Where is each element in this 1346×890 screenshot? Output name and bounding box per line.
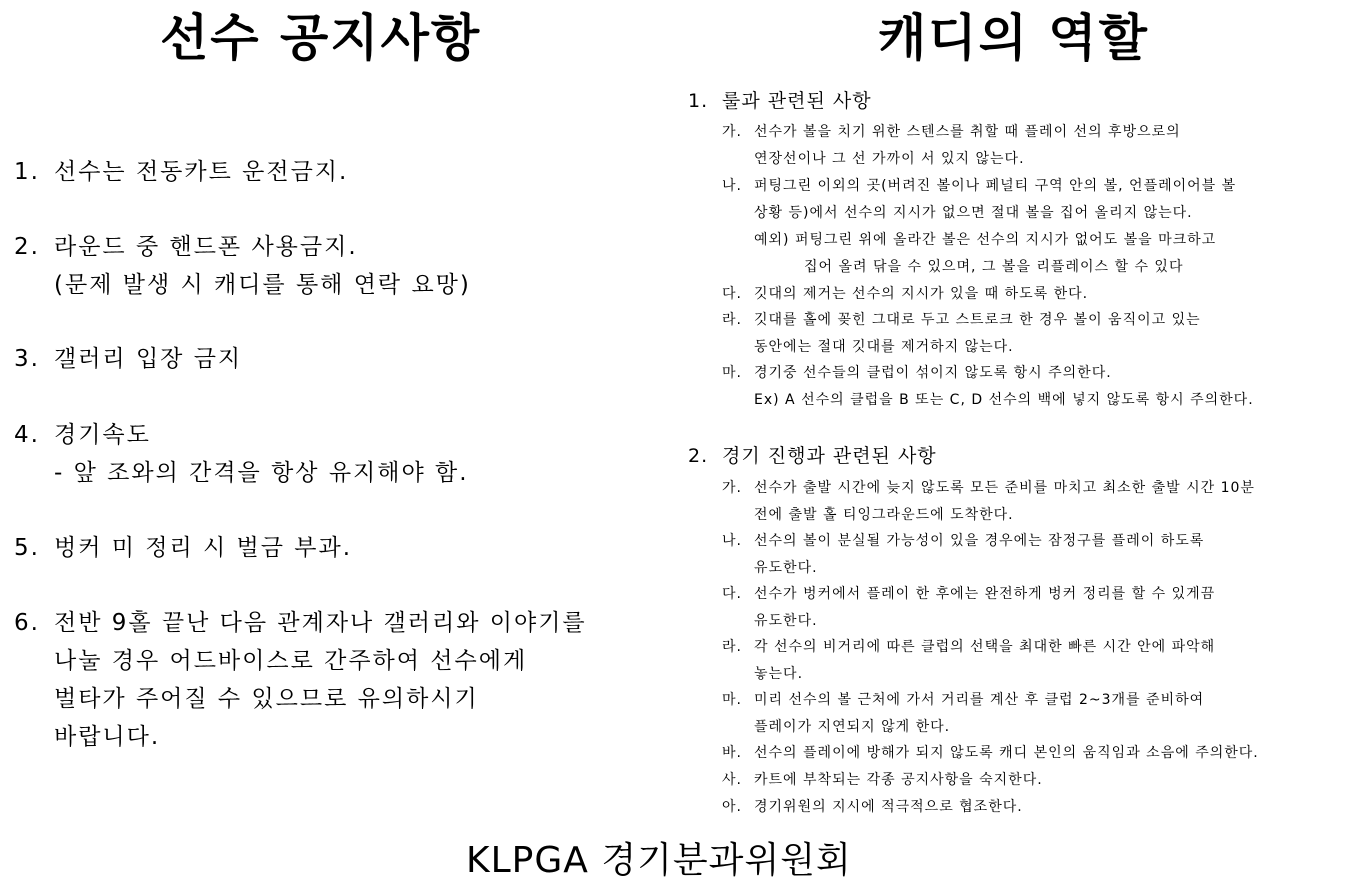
notice-text: 갤러리 입장 금지 — [54, 346, 243, 372]
item-text: 선수의 볼이 분실될 가능성이 있을 경우에는 잠정구를 플레이 하도록 — [754, 533, 1205, 549]
exception-note: 집어 올려 닦을 수 있으며, 그 볼을 리플레이스 할 수 있다 — [804, 259, 1184, 275]
progress-item — [722, 767, 1043, 794]
item-marker: 라. — [722, 312, 742, 328]
notice-text: 경기속도 — [54, 422, 151, 448]
committee-signature: KLPGA 경기분과위원회 — [466, 840, 852, 881]
rule-item — [722, 119, 1181, 173]
item-marker: 마. — [722, 365, 742, 381]
progress-item — [722, 740, 1259, 767]
item-text: 유도한다. — [754, 560, 818, 576]
notice-text: 라운드 중 핸드폰 사용금지. — [54, 234, 358, 260]
progress-item — [722, 687, 1204, 741]
player-notice-title: 선수 공지사항 — [160, 9, 482, 67]
item-marker: 라. — [722, 639, 742, 655]
item-marker: 바. — [722, 745, 742, 761]
notice-text: 선수는 전동카트 운전금지. — [54, 159, 349, 185]
item-marker: 나. — [722, 178, 742, 194]
item-text: 유도한다. — [754, 613, 818, 629]
item-marker: 다. — [722, 586, 742, 602]
item-text: 경기위원의 지시에 적극적으로 협조한다. — [754, 799, 1023, 815]
notice-text: (문제 발생 시 캐디를 통해 연락 요망) — [54, 272, 471, 298]
notice-number: 4. — [14, 422, 40, 448]
progress-item — [722, 475, 1255, 529]
item-text: 연장선이나 그 선 가까이 서 있지 않는다. — [754, 151, 1025, 167]
item-text: 깃대의 제거는 선수의 지시가 있을 때 하도록 한다. — [754, 286, 1089, 302]
item-text: 퍼팅그린 이외의 곳(버려진 볼이나 페널티 구역 안의 볼, 언플레이어블 볼 — [754, 178, 1237, 194]
rule-item — [722, 360, 1254, 414]
notice-text: 바랍니다. — [54, 724, 161, 750]
caddie-section-heading — [688, 88, 872, 114]
caddie-role-title: 캐디의 역할 — [878, 9, 1149, 67]
item-text: 각 선수의 비거리에 따른 클럽의 선택을 최대한 빠른 시간 안에 파악해 — [754, 639, 1216, 655]
notice-text: - 앞 조와의 간격을 항상 유지해야 함. — [54, 460, 469, 486]
progress-item — [722, 581, 1215, 635]
notice-text: 벌타가 주어질 수 있으므로 유의하시기 — [54, 686, 479, 712]
item-marker: 나. — [722, 533, 742, 549]
item-text: 깃대를 홀에 꽂힌 그대로 두고 스트로크 한 경우 볼이 움직이고 있는 — [754, 312, 1201, 328]
item-text: 플레이가 지연되지 않게 한다. — [754, 719, 951, 735]
item-text: 선수가 볼을 치기 위한 스텐스를 취할 때 플레이 선의 후방으로의 — [754, 124, 1181, 140]
section-title: 룰과 관련된 사항 — [722, 90, 872, 112]
exception-note: 예외) 퍼팅그린 위에 올라간 볼은 선수의 지시가 없어도 볼을 마크하고 — [754, 232, 1217, 248]
notice-item-4 — [14, 416, 469, 492]
notice-item-2 — [14, 228, 471, 304]
item-text: 놓는다. — [754, 666, 804, 682]
section-number: 1. — [688, 90, 709, 112]
notice-item-1 — [14, 153, 348, 191]
progress-item — [722, 634, 1215, 688]
progress-item — [722, 794, 1023, 821]
item-marker: 다. — [722, 286, 742, 302]
item-text: 전에 출발 홀 티잉그라운드에 도착한다. — [754, 507, 1014, 523]
item-marker: 사. — [722, 772, 742, 788]
item-text: 카트에 부착되는 각종 공지사항을 숙지한다. — [754, 772, 1043, 788]
notice-item-6 — [14, 604, 587, 756]
rule-item — [722, 281, 1088, 308]
item-marker: 가. — [722, 480, 742, 496]
notice-item-5 — [14, 529, 352, 567]
rule-item — [722, 307, 1201, 361]
rule-item — [722, 173, 1236, 281]
notice-number: 5. — [14, 535, 40, 561]
item-text: 상황 등)에서 선수의 지시가 없으면 절대 볼을 집어 올리지 않는다. — [754, 205, 1193, 221]
notice-text: 전반 9홀 끝난 다음 관계자나 갤러리와 이야기를 — [54, 610, 587, 636]
section-number: 2. — [688, 445, 709, 467]
item-text: 선수가 벙커에서 플레이 한 후에는 완전하게 벙커 정리를 할 수 있게끔 — [754, 586, 1216, 602]
notice-text: 벙커 미 정리 시 벌금 부과. — [54, 535, 353, 561]
item-text: 미리 선수의 볼 근처에 가서 거리를 계산 후 클럽 2~3개를 준비하여 — [754, 692, 1205, 708]
notice-number: 6. — [14, 610, 40, 636]
item-marker: 마. — [722, 692, 742, 708]
progress-item — [722, 528, 1204, 582]
item-text: 동안에는 절대 깃대를 제거하지 않는다. — [754, 339, 1014, 355]
item-text: 경기중 선수들의 클럽이 섞이지 않도록 항시 주의한다. — [754, 365, 1112, 381]
notice-number: 1. — [14, 159, 40, 185]
caddie-section-heading — [688, 443, 937, 469]
notice-number: 2. — [14, 234, 40, 260]
item-marker: 가. — [722, 124, 742, 140]
notice-text: 나눌 경우 어드바이스로 간주하여 선수에게 — [54, 648, 528, 674]
item-text: 선수가 출발 시간에 늦지 않도록 모든 준비를 마치고 최소한 출발 시간 10분 — [754, 480, 1255, 496]
item-text: Ex) A 선수의 클럽을 B 또는 C, D 선수의 백에 넣지 않도록 항시 주의한다. — [754, 392, 1254, 408]
item-text: 선수의 플레이에 방해가 되지 않도록 캐디 본인의 움직임과 소음에 주의한다. — [754, 745, 1259, 761]
notice-number: 3. — [14, 346, 40, 372]
section-title: 경기 진행과 관련된 사항 — [722, 445, 937, 467]
notice-item-3 — [14, 340, 242, 378]
item-marker: 아. — [722, 799, 742, 815]
